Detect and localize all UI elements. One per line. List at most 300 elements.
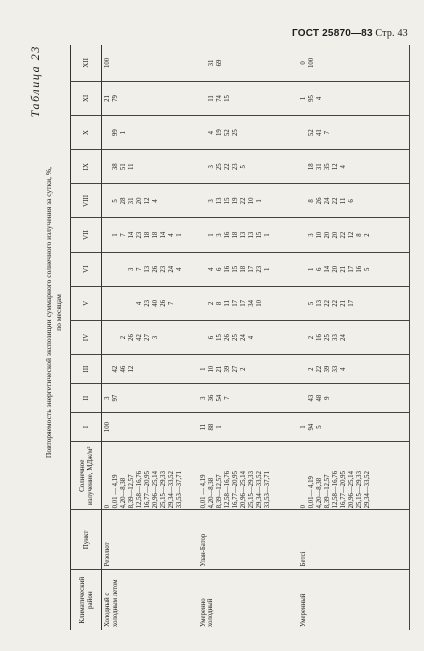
frequency-value: 5 [239, 165, 247, 169]
month-values-cell [298, 413, 410, 442]
frequency-value: 25 [231, 334, 239, 341]
frequency-value: 38 [112, 163, 119, 171]
frequency-value: 12 [347, 231, 355, 239]
frequency-value [168, 356, 176, 382]
frequency-value: 5 [112, 199, 119, 203]
frequency-value: 3 [152, 335, 159, 340]
interval-value: 25,15—29,33 [247, 471, 255, 509]
frequency-value: 21 [339, 300, 347, 307]
frequency-value [112, 322, 120, 353]
frequency-value [176, 288, 184, 319]
frequency-value: 3 [207, 165, 215, 169]
frequency-value [240, 117, 248, 148]
frequency-value: 24 [323, 197, 331, 205]
frequency-value: 14 [323, 265, 331, 273]
frequency-value: 4 [152, 199, 159, 203]
frequency-value [356, 151, 364, 182]
month-values-cell [198, 252, 298, 286]
frequency-value: 5 [307, 301, 315, 306]
frequency-value [200, 117, 208, 148]
frequency-value [144, 46, 152, 80]
frequency-value [104, 322, 112, 353]
month-values-cell [102, 150, 198, 184]
frequency-value [340, 46, 348, 80]
frequency-value [300, 385, 308, 411]
header-month: X [71, 116, 102, 150]
header-month: VII [71, 218, 102, 252]
frequency-value: 11 [128, 163, 135, 171]
frequency-value [232, 46, 240, 80]
frequency-value: 100 [307, 57, 315, 69]
frequency-value: 4 [247, 335, 255, 340]
frequency-value: 24 [339, 334, 347, 341]
frequency-value [160, 185, 168, 216]
frequency-value [224, 414, 232, 440]
frequency-value: 19 [215, 129, 223, 137]
month-values-cell [102, 320, 198, 354]
frequency-value [160, 46, 168, 80]
frequency-value [160, 322, 168, 353]
interval-value: 0,01— 4,19 [307, 476, 315, 509]
month-values-cell [198, 184, 298, 218]
frequency-value: 11 [339, 197, 347, 205]
frequency-value: 2 [307, 367, 315, 371]
frequency-value [136, 385, 144, 411]
frequency-value: 23 [231, 163, 239, 171]
frequency-value [356, 356, 364, 382]
frequency-value [112, 46, 120, 80]
month-values-cell [198, 413, 298, 442]
frequency-value: 46 [120, 365, 127, 373]
climate-region-cell: Холодный с холодным летом [102, 570, 198, 630]
frequency-value [356, 414, 364, 440]
frequency-value [104, 117, 112, 148]
header-place: Пункт [71, 510, 102, 570]
frequency-value: 23 [255, 265, 263, 273]
month-values-cell [102, 184, 198, 218]
frequency-value: 19 [231, 197, 239, 205]
interval-value: 0 [104, 505, 111, 509]
header-interval: Солнечное излучение, МДж/м² [71, 442, 102, 510]
interval-value: 29,34—33,52 [255, 471, 263, 509]
frequency-value: 25 [231, 129, 239, 137]
frequency-value [112, 414, 120, 440]
frequency-value: 1 [112, 233, 119, 237]
frequency-value [128, 288, 136, 319]
frequency-value [348, 356, 356, 382]
frequency-value: 8 [215, 301, 223, 306]
frequency-value [340, 385, 348, 411]
month-values-cell [102, 252, 198, 286]
frequency-value [144, 356, 152, 382]
frequency-value: 13 [215, 197, 223, 205]
frequency-value: 6 [215, 267, 223, 271]
frequency-value [152, 385, 160, 411]
frequency-value: 6 [315, 267, 323, 271]
frequency-value: 21 [104, 95, 111, 102]
frequency-value: 11 [199, 423, 207, 431]
interval-value: 4,20—8,38 [120, 477, 127, 509]
frequency-value: 52 [223, 129, 231, 137]
month-values-cell [102, 355, 198, 384]
interval-value: 12,58—16,76 [331, 471, 339, 509]
frequency-value [356, 288, 364, 319]
frequency-value: 42 [136, 334, 143, 341]
frequency-value [144, 117, 152, 148]
frequency-value: 10 [247, 197, 255, 205]
frequency-value: 95 [307, 95, 315, 102]
table-row [298, 45, 410, 630]
frequency-value: 14 [128, 231, 135, 239]
frequency-value [256, 322, 264, 353]
frequency-value [176, 151, 184, 182]
frequency-value [176, 414, 184, 440]
frequency-value: 6 [347, 199, 355, 203]
frequency-value: 10 [207, 365, 215, 373]
frequency-value: 1 [299, 425, 307, 429]
frequency-value: 4 [207, 130, 215, 135]
frequency-value [340, 117, 348, 148]
frequency-value [264, 185, 272, 216]
frequency-value [248, 117, 256, 148]
interval-value: 0,01 — 4,19 [112, 474, 119, 509]
table-row [102, 45, 198, 630]
month-values-cell [198, 286, 298, 320]
frequency-value: 1 [307, 267, 315, 271]
frequency-value [364, 414, 372, 440]
frequency-value: 18 [307, 163, 315, 171]
frequency-value: 4 [315, 96, 323, 101]
frequency-value [168, 185, 176, 216]
frequency-value [128, 46, 136, 80]
frequency-value: 69 [215, 59, 223, 67]
frequency-value [120, 414, 128, 440]
frequency-value: 42 [112, 365, 119, 373]
frequency-value [364, 322, 372, 353]
frequency-value [364, 356, 372, 382]
frequency-value [200, 46, 208, 80]
frequency-value [240, 385, 248, 411]
frequency-value [264, 288, 272, 319]
frequency-value [248, 356, 256, 382]
frequency-value: 3 [207, 199, 215, 203]
frequency-value: 22 [323, 300, 331, 307]
frequency-value [136, 356, 144, 382]
frequency-value [324, 83, 332, 114]
header-month: I [71, 413, 102, 442]
frequency-value [300, 117, 308, 148]
frequency-value: 13 [247, 231, 255, 239]
frequency-value: 18 [239, 265, 247, 273]
table-row [198, 45, 298, 630]
frequency-value [176, 83, 184, 114]
frequency-value [224, 46, 232, 80]
frequency-value [160, 151, 168, 182]
table-title-line-2: по месяцам [53, 294, 63, 331]
frequency-value: 54 [215, 394, 223, 402]
month-values-cell [298, 320, 410, 354]
month-values-cell [298, 218, 410, 252]
interval-value: 0 [299, 505, 307, 509]
month-values-cell [102, 81, 198, 115]
interval-value: 20,96—25,14 [152, 471, 159, 509]
frequency-value [364, 151, 372, 182]
frequency-value: 16 [315, 334, 323, 341]
month-values-cell [298, 116, 410, 150]
frequency-value [168, 46, 176, 80]
frequency-value [160, 117, 168, 148]
frequency-value: 26 [160, 300, 167, 307]
frequency-value [176, 322, 184, 353]
frequency-value: 39 [223, 365, 231, 373]
frequency-value [168, 117, 176, 148]
frequency-value: 8 [307, 199, 315, 203]
interval-value: 0,01 — 4,19 [199, 474, 207, 509]
frequency-value: 4 [136, 301, 143, 306]
frequency-value: 79 [112, 95, 119, 102]
frequency-value: 17 [239, 300, 247, 307]
frequency-value [324, 414, 332, 440]
frequency-value [256, 414, 264, 440]
frequency-value [232, 414, 240, 440]
frequency-value [104, 356, 112, 382]
frequency-value: 2 [307, 335, 315, 340]
month-values-cell [298, 45, 410, 81]
frequency-value [168, 322, 176, 353]
frequency-value: 18 [231, 231, 239, 239]
frequency-value [104, 288, 112, 319]
frequency-value: 2 [207, 301, 215, 306]
frequency-value [356, 185, 364, 216]
month-values-cell [198, 81, 298, 115]
frequency-value: 22 [331, 300, 339, 307]
frequency-value [144, 385, 152, 411]
frequency-value [104, 220, 112, 251]
frequency-value [136, 151, 144, 182]
frequency-value: 31 [128, 197, 135, 205]
frequency-value [128, 385, 136, 411]
frequency-value: 20 [136, 197, 143, 205]
frequency-value: 40 [152, 300, 159, 307]
frequency-value [200, 254, 208, 285]
frequency-value: 7 [323, 130, 331, 135]
frequency-value [240, 83, 248, 114]
rotated-table-page [28, 45, 390, 630]
frequency-value: 35 [323, 163, 331, 171]
frequency-value [348, 117, 356, 148]
frequency-value [348, 151, 356, 182]
frequency-value [160, 385, 168, 411]
frequency-value [160, 356, 168, 382]
frequency-value: 23 [160, 265, 167, 273]
frequency-value [120, 83, 128, 114]
frequency-value [248, 385, 256, 411]
frequency-value: 11 [207, 95, 215, 102]
frequency-value: 100 [104, 421, 111, 433]
frequency-value [364, 385, 372, 411]
frequency-value [364, 288, 372, 319]
frequency-value [152, 356, 160, 382]
frequency-value: 33 [331, 365, 339, 373]
frequency-value: 5 [363, 267, 371, 271]
frequency-value: 27 [144, 334, 151, 341]
frequency-value [300, 356, 308, 382]
frequency-value: 13 [144, 265, 151, 273]
frequency-value: 24 [239, 334, 247, 341]
frequency-value: 15 [223, 197, 231, 205]
frequency-value: 21 [215, 365, 223, 373]
month-values-cell [298, 286, 410, 320]
frequency-value [120, 46, 128, 80]
frequency-value: 17 [347, 300, 355, 307]
frequency-value: 3 [215, 233, 223, 237]
page-header [292, 28, 408, 39]
frequency-value [152, 151, 160, 182]
frequency-value [104, 254, 112, 285]
frequency-value [356, 322, 364, 353]
frequency-value: 1 [176, 233, 183, 237]
frequency-value [168, 83, 176, 114]
frequency-value: 11 [223, 300, 231, 307]
frequency-value: 12 [331, 163, 339, 171]
frequency-value: 17 [247, 265, 255, 273]
frequency-value: 23 [136, 231, 143, 239]
frequency-value [264, 414, 272, 440]
frequency-value [332, 385, 340, 411]
frequency-value [348, 414, 356, 440]
frequency-value [264, 151, 272, 182]
frequency-value [240, 414, 248, 440]
interval-value: 29,34—33,52 [363, 471, 371, 509]
frequency-value: 16 [223, 265, 231, 273]
frequency-value: 9 [323, 396, 331, 400]
frequency-value [248, 83, 256, 114]
frequency-value [316, 46, 324, 80]
frequency-value: 4 [207, 267, 215, 271]
frequency-value: 5 [315, 425, 323, 429]
frequency-value [168, 151, 176, 182]
frequency-value: 39 [323, 365, 331, 373]
frequency-value [300, 151, 308, 182]
frequency-value [144, 83, 152, 114]
frequency-value: 33 [331, 334, 339, 341]
frequency-value: 3 [307, 233, 315, 237]
place-cell: Улан-Батор [198, 510, 298, 570]
frequency-value [256, 385, 264, 411]
month-values-cell [298, 150, 410, 184]
frequency-value: 13 [239, 231, 247, 239]
header-month: IV [71, 320, 102, 354]
frequency-value: 20 [331, 231, 339, 239]
interval-cell [298, 442, 410, 510]
table-header-row [71, 45, 102, 630]
frequency-value [200, 322, 208, 353]
frequency-value: 26 [152, 265, 159, 273]
frequency-value [248, 151, 256, 182]
frequency-value: 7 [223, 396, 231, 400]
frequency-value [256, 117, 264, 148]
interval-value: 16,77—20,95 [339, 471, 347, 509]
frequency-value: 41 [315, 129, 323, 137]
frequency-value: 25 [215, 163, 223, 171]
frequency-value: 0 [299, 61, 307, 65]
frequency-value [136, 117, 144, 148]
frequency-value: 21 [339, 265, 347, 273]
interval-value: 16,77—20,95 [231, 471, 239, 509]
frequency-value: 26 [315, 197, 323, 205]
frequency-value: 20 [323, 231, 331, 239]
frequency-value: 13 [315, 300, 323, 307]
frequency-value [264, 46, 272, 80]
frequency-value: 1 [207, 233, 215, 237]
frequency-value [232, 83, 240, 114]
frequency-value: 22 [223, 163, 231, 171]
frequency-value: 22 [315, 365, 323, 373]
frequency-value: 22 [239, 197, 247, 205]
frequency-value [300, 288, 308, 319]
interval-value: 20,96—25,14 [347, 471, 355, 509]
month-values-cell [198, 320, 298, 354]
frequency-value: 18 [144, 231, 151, 239]
interval-cell [102, 442, 198, 510]
frequency-value [300, 254, 308, 285]
frequency-value: 100 [104, 57, 111, 69]
frequency-value [112, 288, 120, 319]
frequency-value: 22 [331, 197, 339, 205]
frequency-value: 12 [144, 197, 151, 205]
frequency-value: 31 [315, 163, 323, 171]
frequency-value: 15 [231, 265, 239, 273]
frequency-value [348, 322, 356, 353]
interval-value: 4,20—8,38 [207, 477, 215, 509]
frequency-value [264, 385, 272, 411]
month-values-cell [102, 286, 198, 320]
frequency-value: 97 [112, 394, 119, 402]
frequency-value [364, 185, 372, 216]
frequency-value: 4 [168, 233, 175, 237]
frequency-value [128, 117, 136, 148]
frequency-value [300, 220, 308, 251]
frequency-value [240, 46, 248, 80]
frequency-value: 8 [355, 233, 363, 237]
month-values-cell [102, 413, 198, 442]
frequency-value: 99 [112, 129, 119, 137]
frequency-value [176, 185, 184, 216]
frequency-value [256, 46, 264, 80]
frequency-value [160, 414, 168, 440]
interval-value: 20,96—25,14 [239, 471, 247, 509]
frequency-value [300, 322, 308, 353]
frequency-value [128, 414, 136, 440]
frequency-value: 16 [223, 231, 231, 239]
frequency-value [120, 254, 128, 285]
frequency-value [364, 117, 372, 148]
interval-value: 33,53—37,71 [263, 471, 271, 509]
frequency-value: 1 [263, 267, 271, 271]
frequency-value: 1 [263, 233, 271, 237]
frequency-value: 4 [339, 367, 347, 371]
header-month: V [71, 286, 102, 320]
interval-value: 8,39—12,57 [215, 474, 223, 509]
header-month: II [71, 384, 102, 413]
month-values-cell [298, 184, 410, 218]
frequency-value [152, 414, 160, 440]
frequency-value [152, 46, 160, 80]
frequency-value: 4 [339, 165, 347, 169]
frequency-value: 94 [307, 423, 315, 431]
table-title-line-1: Повторяемость энергетической экспозиции суммарного солнечного излучения за сутки, %, [44, 166, 53, 459]
frequency-value [176, 46, 184, 80]
